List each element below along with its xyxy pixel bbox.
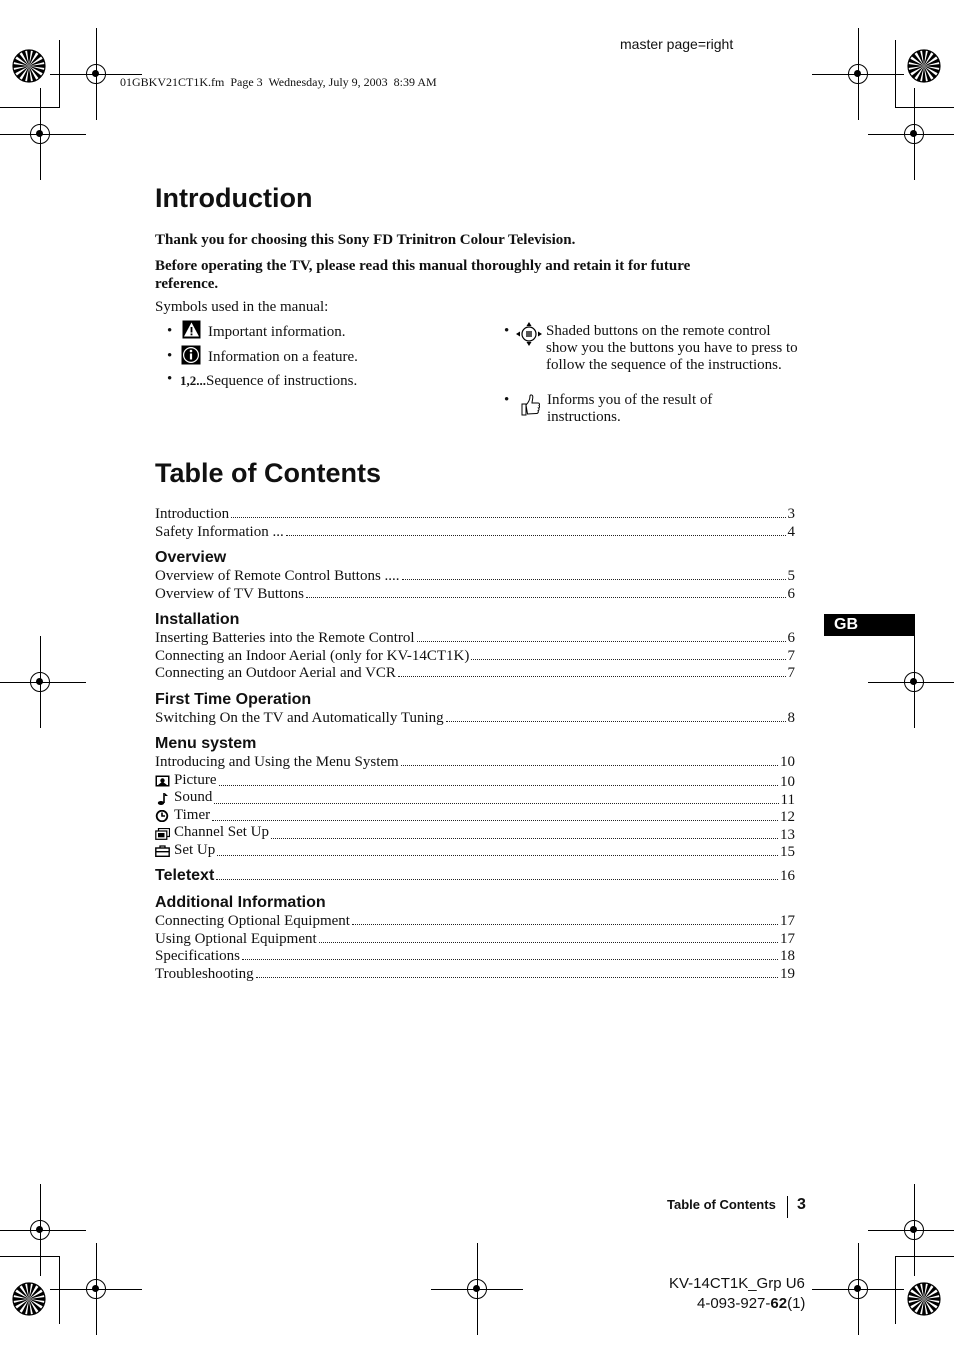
leader-dots	[319, 942, 778, 943]
toc-entry[interactable]	[155, 586, 795, 604]
leader-dots	[212, 820, 778, 821]
toc-entry[interactable]	[155, 710, 795, 728]
symbol-text: Sequence of instructions.	[206, 373, 358, 389]
toc-entry-text: Timer	[174, 806, 211, 823]
toc-page-number: 3	[787, 506, 795, 522]
leader-dots	[214, 803, 778, 804]
toc-entry-text: Inserting Batteries into the Remote Control	[155, 630, 415, 646]
leader-dots	[231, 517, 785, 518]
leader-dots	[306, 597, 785, 598]
leader-dots	[219, 785, 779, 786]
toc-section-first-time-operation: First Time Operation	[155, 690, 312, 708]
leader-dots	[401, 765, 778, 766]
registration-target-icon	[11, 48, 47, 84]
bullet: •	[167, 371, 173, 387]
toc-page-number: 19	[780, 965, 795, 982]
sequence-prefix: 1,2...	[180, 373, 206, 388]
before-operating-text: Before operating the TV, please read this manual thoroughly and retain it for future reference.	[155, 258, 691, 292]
toc-page-number: 13	[780, 826, 795, 843]
toc-page-number: 15	[780, 844, 795, 861]
symbol-text: Shaded buttons on the remote control show you the buttons you have to press to follow the sequence of the instructions.	[546, 323, 798, 373]
toc-page-number: 16	[780, 868, 795, 884]
toc-section-menu-system: Menu system	[155, 735, 257, 752]
toc-page-number: 10	[780, 774, 795, 791]
leader-dots	[242, 959, 778, 960]
toc-entry-text: Specifications	[155, 948, 240, 964]
channel-setup-icon	[155, 828, 170, 840]
thanks-text: Thank you for choosing this Sony FD Trinitron Colour Television.	[155, 232, 576, 248]
bullet: •	[504, 392, 510, 408]
toc-section-installation: Installation	[155, 611, 240, 628]
footer-section-label: Table of Contents	[667, 1197, 776, 1212]
toc-entry[interactable]	[155, 913, 795, 931]
toc-entry-text: Troubleshooting	[155, 965, 254, 982]
registration-target-icon	[906, 1281, 942, 1317]
toc-entry[interactable]	[155, 966, 795, 984]
table-of-contents	[155, 506, 795, 983]
master-page-label: master page=right	[620, 36, 734, 52]
toc-page-number: 17	[780, 913, 795, 929]
leader-dots	[286, 535, 786, 536]
symbols-intro: Symbols used in the manual:	[155, 299, 329, 315]
warning-icon	[182, 320, 201, 339]
introduction-heading: Introduction	[155, 183, 313, 213]
leader-dots	[352, 924, 778, 925]
toc-entry[interactable]	[155, 931, 795, 949]
toc-entry[interactable]	[155, 568, 795, 586]
toc-entry-text: Connecting an Indoor Aerial (only for KV-14CT1K)	[155, 647, 470, 664]
toc-page-number: 10	[780, 754, 795, 770]
leader-dots	[398, 676, 786, 677]
toc-entry[interactable]	[155, 948, 795, 966]
toc-entry[interactable]	[155, 648, 795, 666]
toc-page-number: 12	[780, 809, 795, 826]
toc-entry-safety-information[interactable]	[155, 524, 795, 542]
toc-page-number: 4	[787, 523, 795, 540]
bullet: •	[167, 348, 173, 364]
sequence-item	[180, 372, 357, 390]
info-icon	[181, 345, 201, 365]
toc-entry-introduction[interactable]	[155, 506, 795, 524]
toc-entry[interactable]	[155, 630, 795, 648]
thumbs-up-icon	[519, 393, 541, 417]
toc-entry[interactable]	[155, 772, 795, 790]
toc-page-number: 7	[787, 665, 795, 681]
toc-entry-text: Safety Information ...	[155, 523, 284, 540]
sound-icon	[155, 793, 170, 805]
symbol-text: Information on a feature.	[208, 349, 358, 365]
leader-dots	[216, 879, 778, 880]
bullet: •	[167, 323, 173, 339]
toc-section-teletext[interactable]	[155, 865, 795, 886]
remote-buttons-icon	[515, 321, 543, 347]
timer-icon	[155, 810, 170, 822]
toc-entry-text: Connecting an Outdoor Aerial and VCR	[155, 665, 396, 681]
toc-entry-text: Overview of Remote Control Buttons ....	[155, 568, 400, 584]
part-code-suffix: (1)	[787, 1295, 806, 1312]
toc-entry[interactable]	[155, 789, 795, 807]
toc-entry-text: Overview of TV Buttons	[155, 585, 305, 602]
picture-icon	[155, 775, 170, 787]
registration-target-icon	[906, 48, 942, 84]
toc-section-overview: Overview	[155, 549, 227, 566]
toc-page-number: 5	[787, 568, 795, 584]
toc-page-number: 6	[787, 630, 795, 646]
toc-entry-text: Set Up	[174, 841, 216, 858]
part-code-prefix: 4-093-927-	[697, 1295, 771, 1312]
footer-divider	[787, 1196, 788, 1218]
toc-entry[interactable]	[155, 824, 795, 842]
part-code	[697, 1295, 805, 1312]
file-info: 01GBKV21CT1K.fm Page 3 Wednesday, July 9, 2003 8:39 AM	[120, 75, 437, 89]
registration-target-icon	[11, 1281, 47, 1317]
toc-entry[interactable]	[155, 754, 795, 772]
symbol-text: Informs you of the result of instructions.	[547, 392, 713, 425]
toc-entry-text: Picture	[174, 771, 217, 788]
toc-entry-text: Switching On the TV and Automatically Tuning	[155, 709, 444, 726]
toc-entry-text: Connecting Optional Equipment	[155, 913, 350, 929]
toc-page-number: 6	[787, 585, 795, 602]
toc-page-number: 11	[780, 791, 795, 808]
page-number: 3	[797, 1196, 806, 1213]
toc-entry-text: Using Optional Equipment	[155, 930, 317, 947]
toc-page-number: 7	[787, 647, 795, 664]
toc-section-title: Teletext	[155, 867, 215, 884]
toc-entry[interactable]	[155, 665, 795, 683]
leader-dots	[471, 659, 785, 660]
toc-entry[interactable]	[155, 807, 795, 825]
toc-page-number: 8	[787, 709, 795, 726]
toc-entry[interactable]	[155, 842, 795, 860]
toc-entry-text: Channel Set Up	[174, 824, 269, 840]
symbol-text: Important information.	[208, 324, 346, 340]
toc-entry-text: Introducing and Using the Menu System	[155, 754, 399, 770]
setup-icon	[155, 845, 170, 857]
toc-section-additional-information: Additional Information	[155, 894, 326, 911]
toc-page-number: 18	[780, 948, 795, 964]
language-tab: GB	[824, 614, 915, 636]
model-label: KV-14CT1K_Grp U6	[669, 1275, 805, 1292]
bullet: •	[504, 323, 510, 339]
leader-dots	[402, 579, 786, 580]
part-code-bold: 62	[770, 1295, 788, 1312]
leader-dots	[256, 977, 778, 978]
toc-entry-text: Introduction	[155, 506, 230, 522]
leader-dots	[271, 838, 778, 839]
toc-page-number: 17	[780, 930, 795, 947]
leader-dots	[217, 855, 778, 856]
leader-dots	[417, 641, 786, 642]
leader-dots	[446, 721, 786, 722]
toc-entry-text: Sound	[174, 789, 213, 805]
toc-heading: Table of Contents	[155, 458, 381, 488]
